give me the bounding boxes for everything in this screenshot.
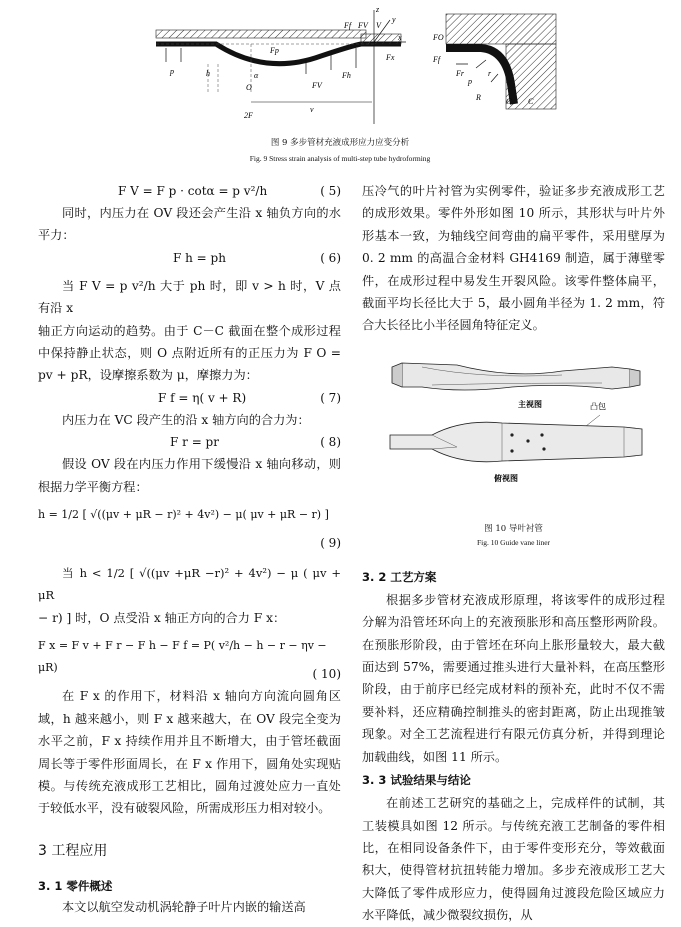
- equation-10: F x = F v + F r − F h − F f = P( v²/h − h − r − ηv − μR): [38, 639, 327, 675]
- paragraph-6: 在 F x 的作用下，材料沿 x 轴向方向流向圆角区域，h 越来越小，则 F x 越来越大，在 OV 段完全变为水平之前，F x 持续作用并且不断增大，由于管坯截面周长等于零件形面周长，在 F x 作用下，圆角处实现贴模。与传统充液成形工艺相比，圆角过渡处应力一直处于较低水平，没有破裂风险，所需成形压力相对较小。: [38, 689, 341, 816]
- bump-4: [510, 449, 513, 452]
- section-3-1-heading: 3. 1 零件概述: [38, 878, 113, 893]
- die-corner: [361, 34, 401, 44]
- paragraph-2b: 轴正方向运动的趋势。由于 C－C 截面在整个成形过程中保持静止状态，则 O 点附近所有的正压力为 F O = pv + pR，设摩擦系数为 μ，摩擦力为：: [38, 323, 341, 383]
- section-3-2-heading: 3. 2 工艺方案: [362, 569, 437, 584]
- label-Fh: Fh: [342, 71, 351, 80]
- paragraph-2a: 当 F V = p v²/h 大于 ph 时，即 v > h 时，V 点有沿 x: [38, 278, 341, 316]
- paragraph-7: 本文以航空发动机涡轮静子叶片内嵌的输送高: [62, 899, 306, 914]
- label-p-right: p: [468, 77, 472, 86]
- section-3-heading: 3 工程应用: [38, 842, 108, 859]
- label-2F: 2F: [244, 111, 253, 120]
- label-Fv: FV: [358, 21, 368, 30]
- label-Fr: Fr: [456, 69, 464, 78]
- equation-6: F h = ph ( 6): [173, 250, 341, 265]
- equation-9-number: ( 9): [320, 536, 341, 551]
- label-C2: C: [528, 97, 534, 106]
- label-V: V: [376, 21, 381, 30]
- paragraph-5a: 当 h < 1/2 [ √((μv +μR −r)² + 4v²) − μ ( μv + μR: [38, 566, 341, 603]
- label-bump: 凸包: [590, 401, 606, 411]
- upper-wall-left: [156, 30, 366, 38]
- label-O: O: [246, 83, 252, 92]
- paragraph-5b: − r) ] 时，O 点受沿 x 轴正方向的合力 F x：: [38, 610, 286, 625]
- right-column: [362, 180, 665, 927]
- label-top-view: 俯视图: [494, 473, 518, 483]
- label-Ff-right: Ff: [433, 55, 441, 64]
- equation-5: F V = F p · cotα = p v²/h ( 5): [118, 184, 341, 198]
- label-y: y: [392, 15, 396, 24]
- figure-9-diagram: [146, 4, 666, 129]
- bump-5: [542, 447, 545, 450]
- bump-1: [510, 433, 513, 436]
- top-view-outline: [390, 422, 642, 462]
- label-FV2: FV: [312, 81, 322, 90]
- figure-10: [362, 357, 665, 522]
- main-view-outline: [402, 363, 630, 390]
- label-r: r: [488, 69, 492, 78]
- figure-9: [146, 4, 666, 129]
- label-v: v: [310, 105, 314, 114]
- bump-2: [526, 439, 529, 442]
- equation-10-number: ( 10): [312, 667, 341, 682]
- label-C1: C: [506, 97, 512, 106]
- label-alpha: α: [254, 71, 259, 80]
- paragraph-1: 同时，内压力在 OV 段还会产生沿 x 轴负方向的水平力：: [38, 206, 341, 243]
- equation-7: F f = η( v + R) ( 7): [158, 390, 341, 405]
- label-Fx: Fx: [386, 53, 395, 62]
- right-die-top: [446, 14, 556, 44]
- paragraph-4: 假设 OV 段在内压力作用下缓慢沿 x 轴向移动，则根据力学平衡方程：: [38, 457, 341, 494]
- left-column: [38, 180, 341, 918]
- label-R: R: [476, 93, 481, 102]
- section-3-3-heading: 3. 3 试验结果与结论: [362, 773, 471, 788]
- label-h: h: [206, 69, 210, 78]
- fig10-caption-en: Fig. 10 Guide vane liner: [476, 537, 551, 547]
- fig9-caption-en: Fig. 9 Stress strain analysis of multi-step tube hydroforming: [249, 154, 431, 163]
- fig9-caption-cn: 图 9 多步管材充液成形应力应变分析: [270, 138, 410, 148]
- label-Fp: Fp: [270, 46, 279, 55]
- bump-3: [540, 433, 543, 436]
- fig10-caption-cn: 图 10 导叶衬管: [484, 523, 543, 534]
- label-p: p: [170, 67, 174, 76]
- label-main-view: 主视图: [518, 399, 542, 409]
- paragraph-3: 内压力在 VC 段产生的沿 x 轴方向的合力为：: [62, 412, 310, 427]
- equation-9: h = 1/2 [ √((μv + μR − r)² + 4v²) − μ( μv + μR − r) ]: [38, 508, 329, 522]
- figure-10-drawing: [362, 357, 665, 522]
- right-paragraph-3: 在前述工艺研究的基础之上，完成样件的试制，其工装模具如图 12 所示。与传统充液工艺制备的零件相比，在相同设备条件下，由于零件变形充分，等效截面积大，使得管材抗扭转能力增加。多步充液成形工艺大大降低了零件成形应力，使得圆角过渡段危险区域应力水平降低，减少微裂纹损伤，从: [362, 796, 665, 923]
- label-FO-right: FO: [433, 33, 444, 42]
- right-paragraph-2: 根据多步管材充液成形原理，将该零件的成形过程分解为沿管坯环向上的充液预胀形和高压整形两阶段。在预胀形阶段，由于管坯在环向上胀形量较大，最大截面达到 57%，需要通过推头进行大量补料，在高压整形阶段，由于前序已经完成材料的预补充，此时不仅不需要补料，还应精确控制推头的密封距离，防止出现推皱现象。对全工艺流程进行有限元仿真分析，并得到理论加载曲线，如图 11 所示。: [362, 592, 665, 764]
- equation-8: F r = pr ( 8): [170, 435, 341, 450]
- label-x: x: [398, 33, 402, 42]
- right-paragraph-1: 压冷气的叶片衬管为实例零件，验证多步充液成形工艺的成形效果。零件外形如图 10 所示，其形状与叶片外形基本一致，为轴线空间弯曲的扁平零件，采用壁厚为 0. 2 mm 的高温合金材料 GH4169 制造，属于薄壁零件，在成形过程中易发生开裂风险。该零件整体扁平，截面平均长径比大于 5，最小圆角半径为 1. 2 mm，符合大长径比小半径圆角特征定义。: [362, 184, 665, 333]
- label-z: z: [376, 5, 380, 14]
- label-Ff: Ff: [344, 21, 352, 30]
